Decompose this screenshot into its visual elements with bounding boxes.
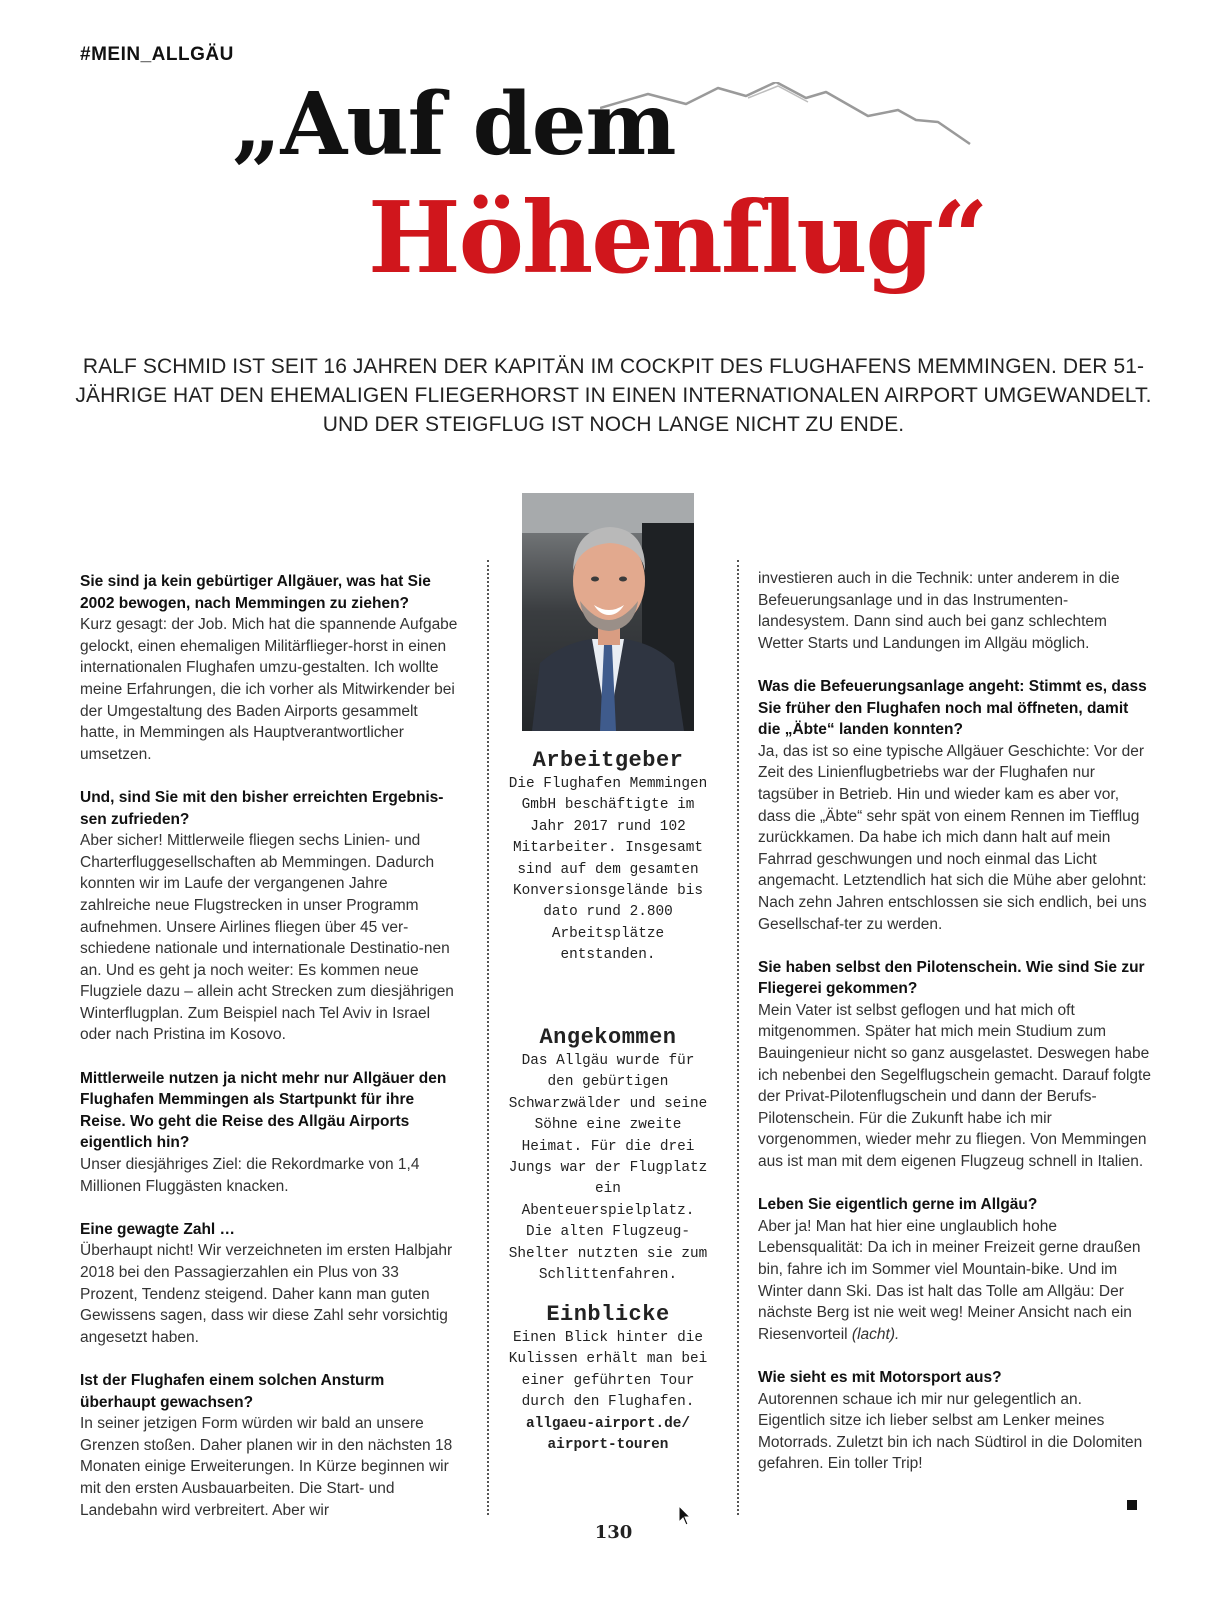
sidebar-text: Das Allgäu wurde für den gebürtigen Schwarzwälder und seine Söhne eine zweite Heimat. Für die drei Jungs war der Flugplatz ein Abenteuerspielplatz. Die alten Flugzeug-Shelter nutzten sie zum Schlittenfahren. (508, 1053, 708, 1284)
answer: Kurz gesagt: der Job. Mich hat die spannende Aufgabe gelockt, einen ehemaligen Militärflieger-horst in einen internationalen Flughafen umzu-gestalten. Ich wollte meine Erfahrungen, die ich vorher als Mitwirkender bei der Umgestaltung des Baden Airports gesammelt hatte, in Memmingen als Hauptverantwortlicher umsetzen. (80, 616, 458, 763)
qa-block (758, 676, 1153, 935)
left-column (80, 571, 460, 1543)
answer: Ja, das ist so eine typische Allgäuer Geschichte: Vor der Zeit des Linienflugbetriebs war der Flughafen nur tagsüber in Betrieb. Hin und wieder kam es aber vor, dass die „Äbte“ sehr spät von einem Rennen im Tiefflug zurückkamen. Da habe ich mich dann halt auf mein Fahrrad geschwungen und noch einmal das Licht angemacht. Letztendlich hat sich die Mühe aber gelohnt: Nach zehn Jahren entschlossen sie sich endlich, bei uns Gesellschaf-ter zu werden. (758, 742, 1147, 933)
answer: Überhaupt nicht! Wir verzeichneten im ersten Halbjahr 2018 bei den Passagierzahlen ein Plus von 33 Prozent, Tendenz steigend. Daher kann man guten Gewissens sagen, dass wir diese Zahl sehr vorsichtig angesetzt haben. (80, 1242, 453, 1346)
question: Was die Befeuerungsanlage angeht: Stimmt es, dass Sie früher den Flughafen noch mal öffneten, damit die „Äbte“ landen konnten? (758, 677, 1147, 739)
question: Mittlerweile nutzen ja nicht mehr nur Allgäuer den Flughafen Memmingen als Startpunkt für ihre Reise. Wo geht die Reise des Allgäu Airports eigentlich hin? (80, 1069, 447, 1152)
question: Wie sieht es mit Motorsport aus? (758, 1368, 1002, 1386)
qa-block (80, 787, 460, 1046)
qa-block (758, 1367, 1153, 1475)
answer: Unser diesjähriges Ziel: die Rekordmarke von 1,4 Millionen Fluggästen knacken. (80, 1156, 420, 1195)
column-divider-left (487, 560, 489, 1515)
sidebar-heading: Arbeitgeber (532, 748, 684, 773)
page-number: 130 (594, 1522, 633, 1543)
sidebar-heading: Einblicke (546, 1302, 670, 1327)
answer: In seiner jetzigen Form würden wir bald an unsere Grenzen stoßen. Daher planen wir in den nächsten 18 Monaten einige Erweiterungen. In Kürze beginnen wir mit den ersten Ausbauarbeiten. Die Start- und Landebahn wird verbreitert. Aber wir (80, 1415, 453, 1519)
question: Ist der Flughafen einem solchen Ansturm überhaupt gewachsen? (80, 1371, 385, 1411)
sidebar-text: Die Flughafen Memmingen GmbH beschäftigte im Jahr 2017 rund 102 Mitarbeiter. Insgesamt sind auf dem gesamten Konversionsgelände bis dato rund 2.800 Arbeitsplätze entstanden. (508, 776, 708, 964)
sidebar-box-arbeitgeber (506, 748, 710, 967)
qa-block (80, 1219, 460, 1349)
headline-line-1: „Auf dem (232, 74, 676, 175)
headline-line-2: Höhenflug“ (368, 181, 987, 296)
qa-block (80, 1068, 460, 1198)
qa-block (758, 1194, 1153, 1345)
sidebar-box-einblicke (506, 1302, 710, 1456)
column-divider-right (737, 560, 739, 1515)
sidebar-box-angekommen (506, 1025, 710, 1286)
sidebar-text: Einen Blick hinter die Kulissen erhält man bei einer geführten Tour durch den Flughafen. (508, 1330, 708, 1411)
section-kicker: #MEIN_ALLGÄU (80, 44, 234, 65)
question: Sie haben selbst den Pilotenschein. Wie sind Sie zur Fliegerei gekommen? (758, 958, 1145, 998)
answer: Mein Vater ist selbst geflogen und hat mich oft mitgenommen. Später hat mich mein Studium zum Bauingenieur nicht so ganz ausgelastet. Deswegen habe ich nebenbei den Segelflugschein gemacht. Darauf folgte der Privat-Pilotenflugschein und dann der Berufs-Pilotenschein. Für die Zukunft habe ich mir vorgenommen, wieder mehr zu fliegen. Von Memmingen aus ist man mit dem eigenen Flugzeug schnell in Italien. (758, 1001, 1151, 1171)
tour-link[interactable]: allgaeu-airport.de/ airport-touren (525, 1415, 691, 1454)
portrait-photo (522, 493, 694, 731)
sidebar-heading: Angekommen (539, 1025, 677, 1050)
question: Und, sind Sie mit den bisher erreichten Ergebnis-sen zufrieden? (80, 788, 444, 828)
answer (758, 1216, 1153, 1346)
qa-block (80, 571, 460, 765)
end-square-icon (1127, 1500, 1137, 1510)
qa-block (758, 957, 1153, 1173)
right-column (758, 568, 1153, 1497)
answer-text: Aber ja! Man hat hier eine unglaublich hohe Lebensqualität: Da ich in meiner Freizeit gerne draußen bin, fahre ich im Sommer viel Mountain-bike. Und im Winter dann Ski. Das ist halt das Tolle am Allgäu: Der nächste Berg ist nie weit weg! Meiner Ansicht nach ein Riesenvorteil (758, 1217, 1141, 1343)
question: Sie sind ja kein gebürtiger Allgäuer, was hat Sie 2002 bewogen, nach Memmingen zu ziehen? (80, 573, 431, 612)
answer-aside: (lacht). (851, 1325, 900, 1343)
answer: Autorennen schaue ich mir nur gelegentlich an. Eigentlich sitze ich lieber selbst am Lenker meines Motorrads. Zuletzt bin ich nach Südtirol in die Dolomiten gefahren. Ein toller Trip! (758, 1390, 1143, 1473)
question: Eine gewagte Zahl … (80, 1220, 236, 1238)
question: Leben Sie eigentlich gerne im Allgäu? (758, 1196, 1038, 1214)
lead-paragraph: RALF SCHMID IST SEIT 16 JAHREN DER KAPITÄN IM COCKPIT DES FLUGHAFENS MEMMINGEN. DER 51-JÄHRIGE HAT DEN EHEMALIGEN FLIEGERHORST IN EINEN INTERNATIONALEN AIRPORT UMGEWANDELT. UND DER STEIGFLUG IST NOCH LANGE NICHT ZU ENDE. (75, 355, 1152, 436)
qa-block (80, 1370, 460, 1521)
answer: Aber sicher! Mittlerweile fliegen sechs Linien- und Charterfluggesellschaften ab Memmingen. Dadurch konnten wir im Laufe der vergangenen Jahre zahlreiche neue Flugstrecken in unser Programm aufnehmen. Unsere Airlines fliegen über 45 ver-schiedene nationale und internationale Destinatio-nen an. Und es geht ja noch weiter: Es kommen neue Flugziele dazu – allein acht Strecken zum diesjährigen Winterflugplan. Zum Beispiel nach Tel Aviv in Israel oder nach Pristina im Kosovo. (80, 832, 454, 1044)
continuation-text: investieren auch in die Technik: unter anderem in die Befeuerungsanlage und in das Instrumenten-landesystem. Dann sind auch bei ganz schlechtem Wetter Starts und Landungen im Allgäu möglich. (758, 570, 1120, 652)
